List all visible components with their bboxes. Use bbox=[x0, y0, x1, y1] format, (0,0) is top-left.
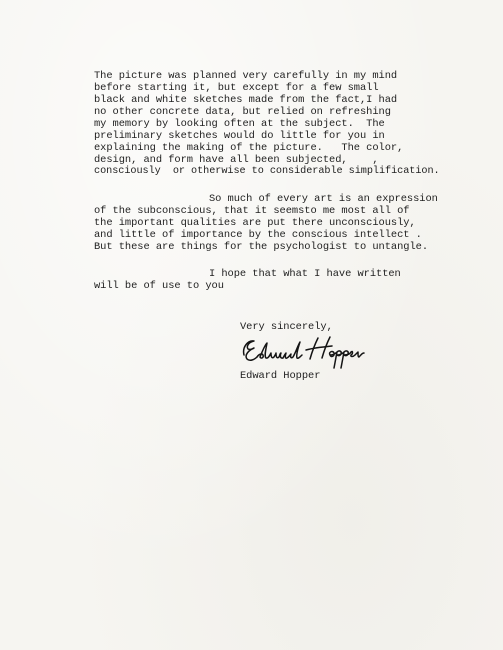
letter-line: the important qualities are put there unconsciously, bbox=[94, 217, 416, 229]
letter-line: will be of use to you bbox=[94, 280, 224, 292]
letter-line: no other concrete data, but relied on refreshing bbox=[94, 106, 391, 118]
letter-line: my memory by looking often at the subject. The bbox=[94, 118, 385, 130]
letter-line: black and white sketches made from the fact,I had bbox=[94, 94, 398, 106]
letter-line: I hope that what I have written bbox=[209, 268, 401, 280]
letter-line: preliminary sketches would do little for you in bbox=[94, 130, 385, 142]
letter-line: consciously or otherwise to considerable simplification. bbox=[94, 166, 440, 177]
handwritten-signature bbox=[240, 333, 370, 371]
letter-line: before starting it, but except for a few small bbox=[94, 82, 379, 94]
typed-signature-name: Edward Hopper bbox=[240, 370, 321, 382]
letter-line: The picture was planned very carefully in my mind bbox=[94, 70, 398, 82]
letter-line: and little of importance by the conscious intellect . bbox=[94, 229, 422, 241]
closing-salutation: Very sincerely, bbox=[240, 321, 333, 333]
letter-line: design, and form have all been subjected, , bbox=[94, 154, 379, 166]
letter-line: So much of every art is an expression bbox=[209, 193, 438, 205]
letter-line: of the subconscious, that it seemsto me most all of bbox=[94, 205, 410, 217]
letter-line: But these are things for the psychologist to untangle. bbox=[94, 241, 429, 253]
letter-line: explaining the making of the picture. The color, bbox=[94, 142, 404, 154]
